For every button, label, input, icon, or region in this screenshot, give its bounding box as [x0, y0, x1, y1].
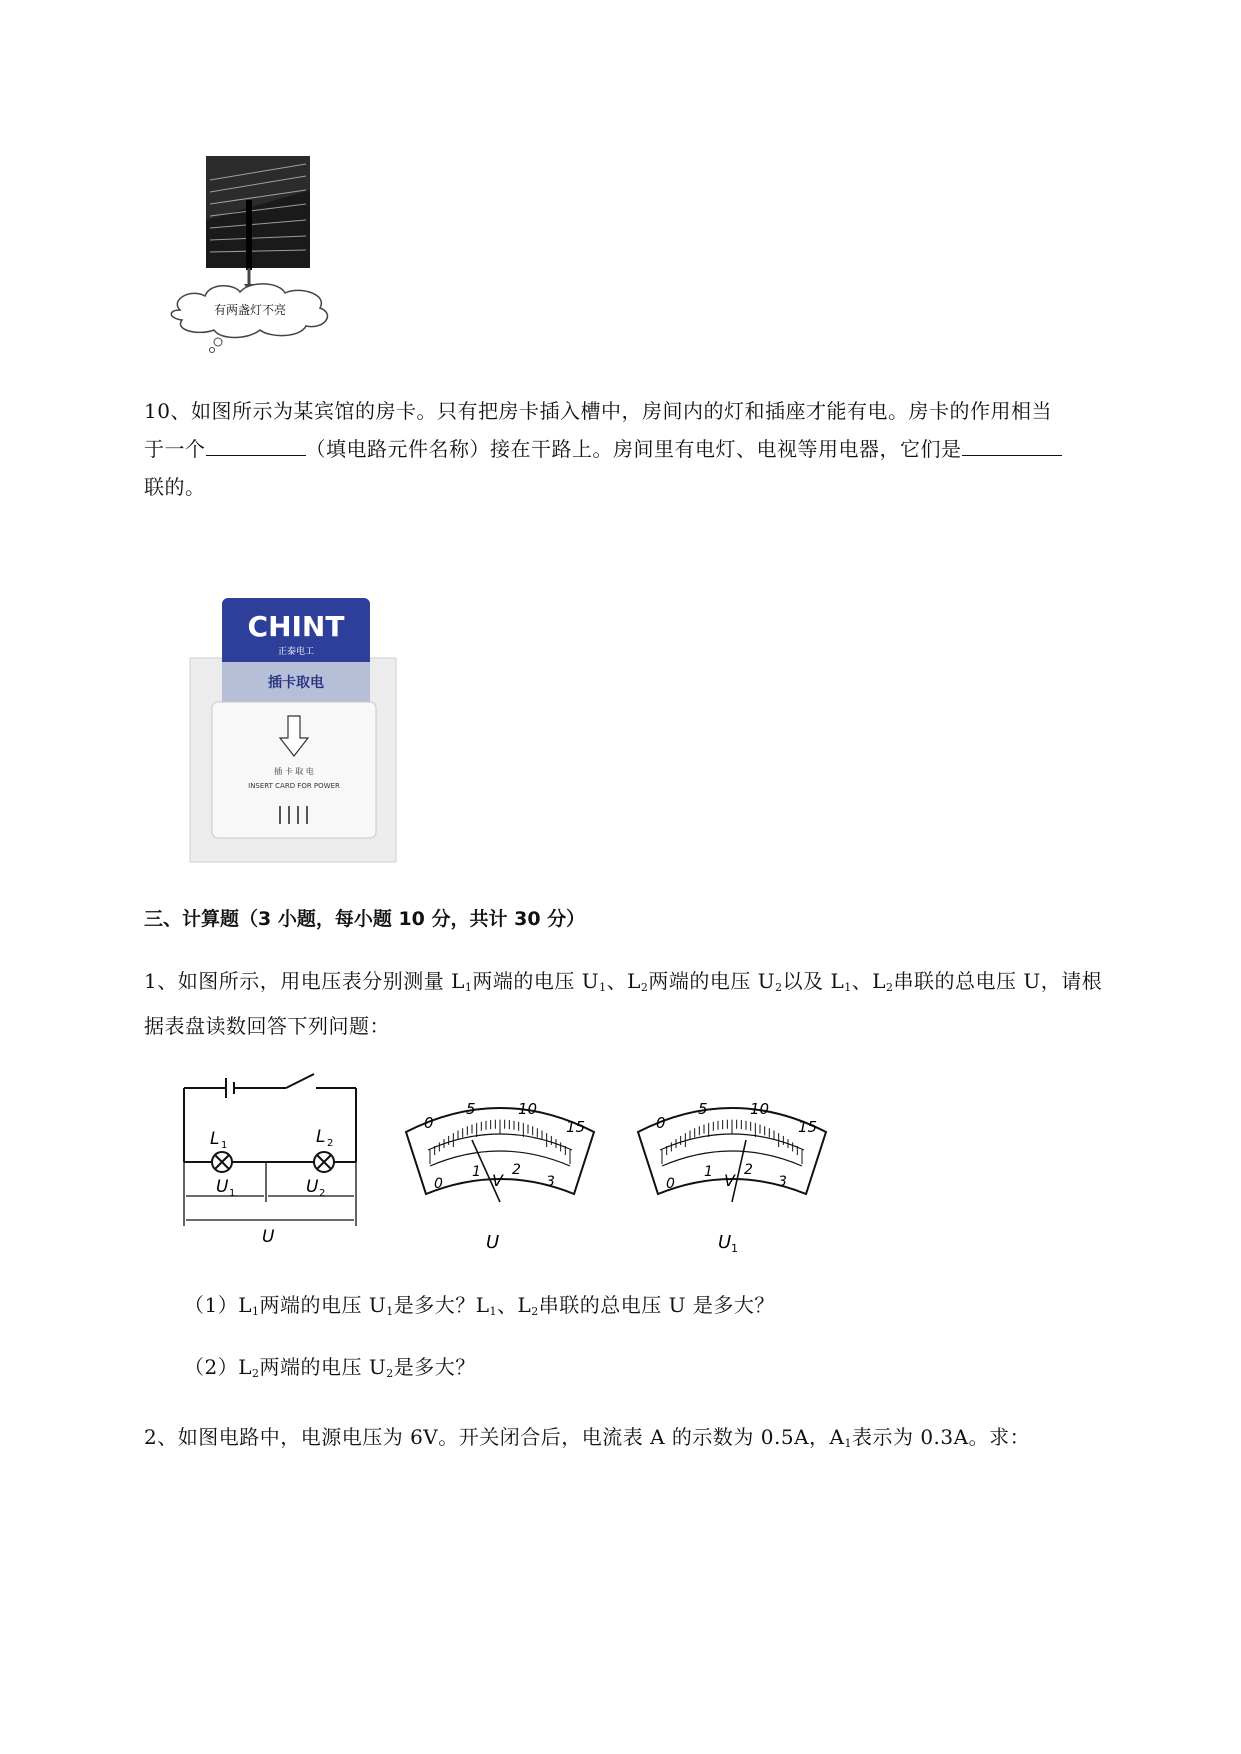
p1-sub: 2: [640, 981, 649, 994]
sq1-seg: 、L: [497, 1293, 532, 1317]
meter-lower-label: 2: [512, 1162, 521, 1178]
q10-line2-start: 于一个: [144, 437, 206, 461]
sq2-sub: 2: [386, 1367, 394, 1380]
sq1-seg: 是多大？L: [393, 1293, 490, 1317]
q10-line2-mid: （填电路元件名称）接在干路上。房间里有电灯、电视等用电器，它们是: [305, 437, 962, 461]
sub-question-1: [184, 1286, 775, 1331]
meter-caption: U: [486, 1232, 500, 1253]
sq2-seg: （2）L: [184, 1355, 253, 1379]
sq1-seg: 串联的总电压 U 是多大？: [538, 1293, 775, 1317]
label-L1-sub: 1: [221, 1140, 228, 1151]
card-label: 插卡取电: [268, 675, 324, 691]
label-L2-sub: 2: [327, 1138, 334, 1149]
meter-upper-label: 5: [466, 1100, 476, 1118]
p1-seg: 以及 L: [782, 969, 845, 993]
p2-seg: 表示为 0.3A。求：: [851, 1425, 1031, 1449]
meter-unit: V: [492, 1171, 503, 1190]
question-10: [144, 392, 1144, 506]
meter-upper-label: 15: [566, 1118, 586, 1136]
p1-seg: 1、如图所示，用电压表分别测量 L: [144, 969, 465, 993]
p1-sub: 2: [886, 981, 894, 994]
meter-upper-label: 5: [698, 1100, 708, 1118]
voltmeter-dials-svg: [400, 1098, 870, 1258]
meter-lower-label: 3: [546, 1174, 555, 1190]
meter-lower-label: 2: [744, 1162, 753, 1178]
p1-seg: 两端的电压 U: [472, 969, 600, 993]
sq1-seg: 两端的电压 U: [259, 1293, 387, 1317]
problem-1-line2: 据表盘读数回答下列问题：: [144, 1014, 390, 1038]
sq1-sub: 1: [489, 1305, 498, 1318]
sub-question-2: [184, 1348, 476, 1393]
meter-upper-label: 10: [518, 1100, 538, 1118]
sq2-seg: 两端的电压 U: [259, 1355, 387, 1379]
sq1-sub: 1: [252, 1305, 260, 1318]
p1-seg: 两端的电压 U: [648, 969, 776, 993]
p1-seg: 、L: [851, 969, 887, 993]
q10-line2: [144, 430, 1144, 468]
sq2-seg: 是多大？: [393, 1355, 476, 1379]
label-L2: L: [316, 1127, 326, 1147]
p2-sub: 1: [844, 1437, 852, 1450]
voltmeter-1: [406, 1100, 594, 1253]
label-L1: L: [210, 1129, 220, 1149]
voltmeter-2: [638, 1100, 826, 1255]
q10-line1: 10、如图所示为某宾馆的房卡。只有把房卡插入槽中，房间内的灯和插座才能有电。房卡的作用相当: [144, 399, 1052, 423]
meter-upper-label: 10: [750, 1100, 770, 1118]
meter-caption: U: [718, 1232, 732, 1253]
card-slot-figure: [188, 592, 400, 864]
p1-sub: 1: [599, 981, 607, 994]
meter-lower-label: 3: [778, 1174, 787, 1190]
building-figure: [160, 150, 340, 360]
label-U1: U: [216, 1177, 229, 1197]
problem-2: [144, 1418, 1030, 1463]
label-U2-sub: 2: [319, 1188, 326, 1199]
label-U: U: [262, 1227, 275, 1246]
slot-label-cn: 插 卡 取 电: [274, 767, 314, 776]
p1-sub: 1: [844, 981, 852, 994]
meter-lower-label: 0: [434, 1176, 443, 1192]
sq2-sub: 2: [252, 1367, 260, 1380]
slot-label-en: INSERT CARD FOR POWER: [248, 782, 340, 790]
q10-blank-1[interactable]: [206, 433, 306, 456]
problem-1-line1: [144, 962, 1144, 1007]
meter-upper-label: 15: [798, 1118, 818, 1136]
q10-line3: 联的。: [144, 475, 206, 499]
label-U2: U: [306, 1177, 319, 1197]
card-brand-sub: 正泰电工: [277, 647, 315, 657]
meter-upper-label: 0: [424, 1114, 434, 1132]
sq1-seg: （1）L: [184, 1293, 253, 1317]
p2-seg: 2、如图电路中，电源电压为 6V。开关闭合后，电流表 A 的示数为 0.5A，A: [144, 1425, 845, 1449]
sq1-sub: 1: [386, 1305, 394, 1318]
meter-unit: V: [724, 1171, 735, 1190]
meter-lower-label: 0: [666, 1176, 675, 1192]
problem-1: [144, 962, 1144, 1045]
meter-lower-label: 1: [704, 1164, 713, 1180]
sq1-sub: 2: [531, 1305, 539, 1318]
circuit-diagram: [176, 1066, 366, 1246]
voltmeters: [400, 1098, 870, 1258]
label-U1-sub: 1: [229, 1188, 236, 1199]
cloud-text: 有两盏灯不亮: [213, 303, 287, 317]
card-brand: CHINT: [247, 610, 345, 643]
p1-seg: 串联的总电压 U，请根: [893, 969, 1103, 993]
p1-seg: 、L: [606, 969, 641, 993]
meter-caption-sub: 1: [731, 1242, 738, 1255]
q10-blank-2[interactable]: [962, 433, 1062, 456]
meter-upper-label: 0: [656, 1114, 666, 1132]
section-3-heading: 三、计算题（3 小题，每小题 10 分，共计 30 分）: [144, 908, 586, 930]
meter-lower-label: 1: [472, 1164, 481, 1180]
p1-sub: 1: [464, 981, 473, 994]
p1-sub: 2: [775, 981, 783, 994]
